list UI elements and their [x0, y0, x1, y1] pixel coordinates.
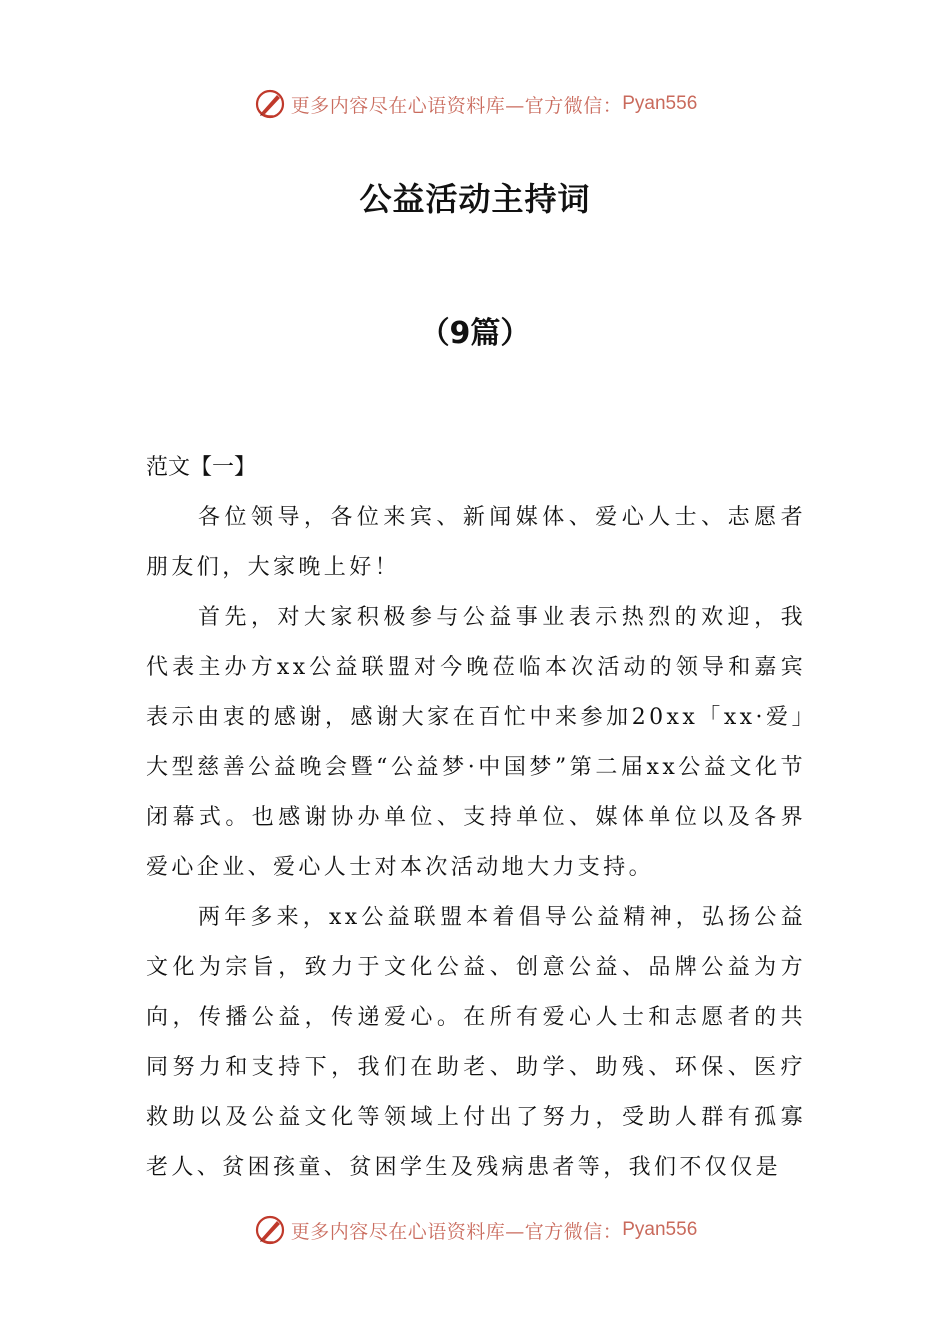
pen-logo-icon — [253, 87, 287, 121]
banner-text: 更多内容尽在心语资料库—官方微信： — [290, 94, 623, 117]
body-text — [146, 493, 806, 1193]
paragraph: 两年多来，xx公益联盟本着倡导公益精神，弘扬公益文化为宗旨，致力于文化公益、创意公益、品牌公益为方向，传播公益，传递爱心。在所有爱心人士和志愿者的共同努力和支持下，我们在助老、助学、助残、环保、医疗救助以及公益文化等领域上付出了努力，受助人群有孤寡老人、贫困孩童、贫困学生及残病患者等，我们不仅仅是 — [146, 905, 806, 1180]
paragraph: 各位领导，各位来宾、新闻媒体、爱心人士、志愿者朋友们，大家晚上好！ — [146, 505, 806, 580]
header-banner — [0, 82, 950, 126]
document-subtitle: （9篇） — [419, 316, 531, 351]
wechat-id: Pyan556 — [622, 93, 698, 114]
paragraph: 首先，对大家积极参与公益事业表示热烈的欢迎，我代表主办方xx公益联盟对今晚莅临本次活动的领导和嘉宾表示由衷的感谢，感谢大家在百忙中来参加20xx「xx·爱」大型慈善公益晚会暨“公益梦·中国梦”第二届xx公益文化节闭幕式。也感谢协办单位、支持单位、媒体单位以及各界爱心企业、爱心人士对本次活动地大力支持。 — [146, 605, 806, 880]
pen-logo-icon — [253, 1213, 287, 1247]
wechat-id: Pyan556 — [622, 1219, 698, 1240]
banner-text: 更多内容尽在心语资料库—官方微信： — [290, 1220, 623, 1243]
footer-banner — [0, 1208, 950, 1252]
section-label: 范文【一】 — [146, 455, 257, 480]
document-title: 公益活动主持词 — [359, 180, 591, 218]
